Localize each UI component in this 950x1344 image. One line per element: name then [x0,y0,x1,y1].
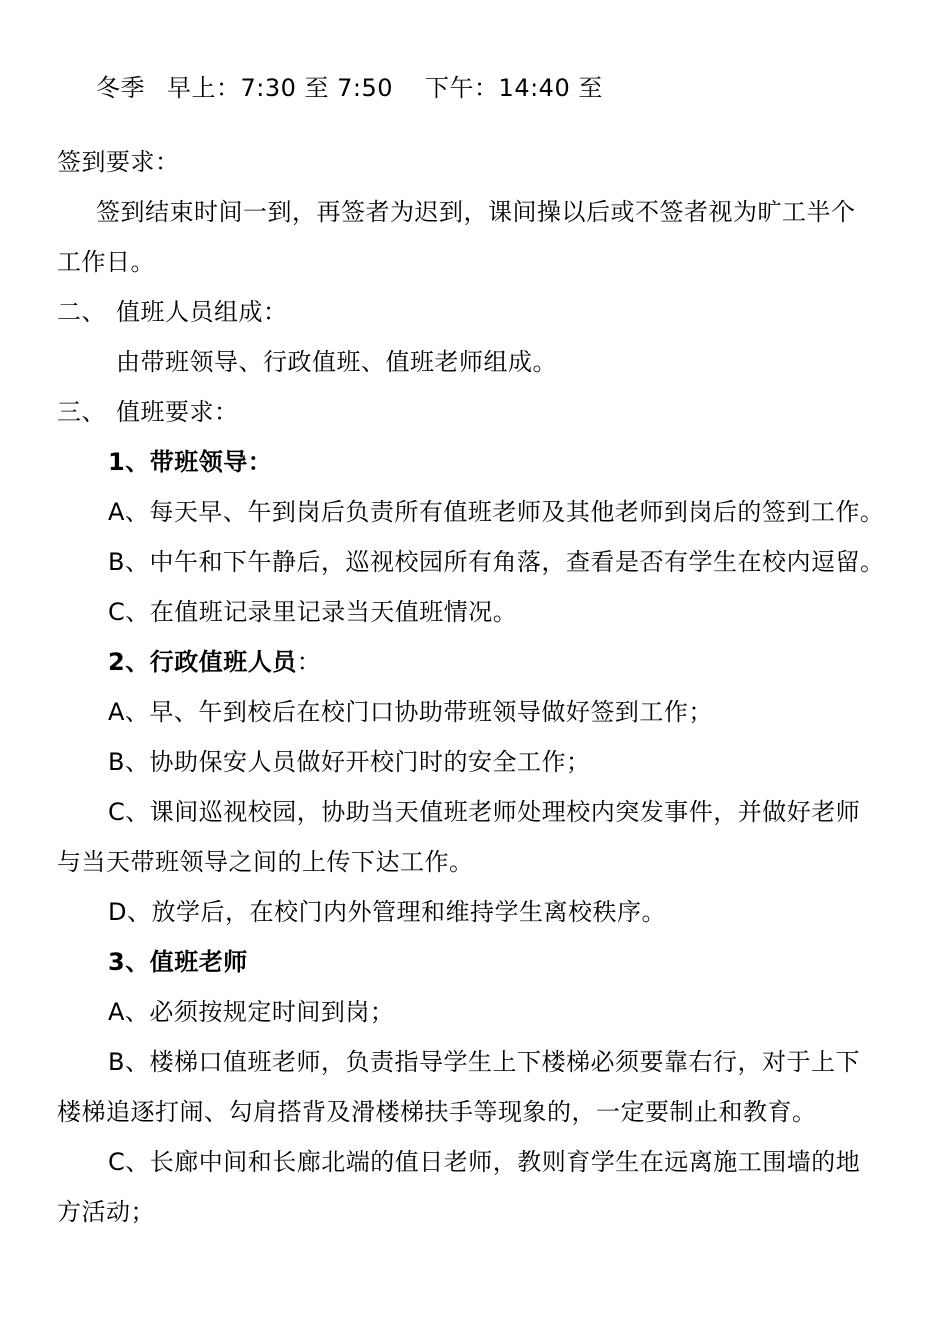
admin-heading-colon: ： [296,648,322,676]
leader-item-a: A、每天早、午到岗后负责所有值班老师及其他老师到岗后的签到工作。 [108,498,885,526]
teacher-item-a: A、必须按规定时间到岗； [108,998,395,1026]
signin-heading: 签到要求： [57,148,180,176]
teacher-item-b-line2: 楼梯追逐打闹、勾肩搭背及滑楼梯扶手等现象的，一定要制止和教育。 [57,1098,817,1126]
section-two-heading [57,296,288,328]
section-three-title: 值班要求： [116,398,239,426]
signin-body-line2: 工作日。 [57,248,155,276]
admin-item-d: D、放学后，在校门内外管理和维持学生离校秩序。 [108,898,666,926]
teacher-item-b-line1: B、楼梯口值班老师，负责指导学生上下楼梯必须要靠右行，对于上下 [108,1048,860,1076]
morning-time: 早上：7:30 至 7:50 [167,74,394,102]
section-two-body: 由带班领导、行政值班、值班老师组成。 [116,348,557,376]
afternoon-time: 下午：14:40 至 [425,74,603,102]
section-three-heading [57,396,239,428]
leader-heading: 1、带班领导： [108,448,273,476]
leader-item-c: C、在值班记录里记录当天值班情况。 [108,598,518,626]
signin-body-line1: 签到结束时间一到，再签者为迟到，课间操以后或不签者视为旷工半个 [96,198,856,226]
season-label: 冬季 [96,74,145,102]
admin-heading-line [108,646,321,678]
admin-heading: 2、行政值班人员 [108,648,297,676]
section-two-title: 值班人员组成： [116,298,288,326]
section-two-number: 二、 [57,298,106,326]
admin-item-c-line1: C、课间巡视校园，协助当天值班老师处理校内突发事件，并做好老师 [108,798,861,826]
leader-item-b: B、中午和下午静后，巡视校园所有角落，查看是否有学生在校内逗留。 [108,548,885,576]
admin-item-c-line2: 与当天带班领导之间的上传下达工作。 [57,848,474,876]
teacher-item-c-line1: C、长廊中间和长廊北端的值日老师，教则育学生在远离施工围墙的地 [108,1148,861,1176]
teacher-heading: 3、值班老师 [108,948,248,976]
teacher-item-c-line2: 方活动； [57,1198,155,1226]
schedule-line [96,72,603,104]
admin-item-a: A、早、午到校后在校门口协助带班领导做好签到工作； [108,698,713,726]
section-three-number: 三、 [57,398,106,426]
admin-item-b: B、协助保安人员做好开校门时的安全工作； [108,748,591,776]
